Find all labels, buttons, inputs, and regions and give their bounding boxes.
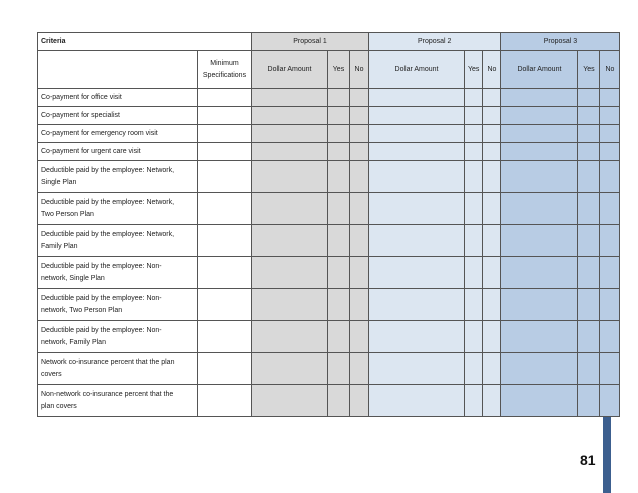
table-cell [198, 385, 252, 417]
proposal-2-header: Proposal 2 [369, 33, 501, 51]
table-cell [600, 89, 620, 107]
table-cell [369, 321, 465, 353]
table-cell [600, 289, 620, 321]
table-cell [578, 257, 600, 289]
table-cell [252, 193, 328, 225]
table-cell [501, 289, 578, 321]
table-cell [483, 385, 501, 417]
table-cell [483, 225, 501, 257]
table-cell [465, 225, 483, 257]
table-cell [465, 257, 483, 289]
table-cell [600, 125, 620, 143]
table-cell [465, 321, 483, 353]
table-cell [369, 385, 465, 417]
proposal-comparison-table [37, 32, 620, 417]
table-cell [501, 161, 578, 193]
table-cell [198, 353, 252, 385]
p1-dollar-header: Dollar Amount [252, 51, 328, 89]
table-cell [483, 89, 501, 107]
table-cell [328, 321, 350, 353]
table-cell [198, 321, 252, 353]
table-cell [600, 353, 620, 385]
table-cell [483, 143, 501, 161]
table-cell [350, 225, 369, 257]
table-row [38, 353, 620, 385]
table-cell [600, 321, 620, 353]
table-cell [252, 385, 328, 417]
table-cell [465, 125, 483, 143]
table-cell [198, 143, 252, 161]
table-row [38, 143, 620, 161]
table-cell [252, 125, 328, 143]
p2-dollar-header: Dollar Amount [369, 51, 465, 89]
table-cell [578, 143, 600, 161]
table-cell [252, 321, 328, 353]
proposal-3-header: Proposal 3 [501, 33, 620, 51]
table-cell [578, 193, 600, 225]
table-cell [369, 107, 465, 125]
criteria-label: Non-network co-insurance percent that the plan covers [38, 385, 198, 417]
table-cell [501, 143, 578, 161]
table-cell [483, 353, 501, 385]
criteria-label: Co-payment for urgent care visit [38, 143, 198, 161]
criteria-label: Deductible paid by the employee: Network, Two Person Plan [38, 193, 198, 225]
criteria-label: Network co-insurance percent that the plan covers [38, 353, 198, 385]
min-spec-header: Minimum Specifications [198, 51, 252, 89]
table-cell [483, 125, 501, 143]
table-cell [578, 225, 600, 257]
table-cell [501, 385, 578, 417]
table-row [38, 385, 620, 417]
table-cell [600, 257, 620, 289]
table-cell [252, 225, 328, 257]
table-cell [252, 289, 328, 321]
table-cell [350, 353, 369, 385]
table-cell [501, 321, 578, 353]
table-cell [600, 161, 620, 193]
table-cell [483, 257, 501, 289]
criteria-label: Deductible paid by the employee: Network, Single Plan [38, 161, 198, 193]
table-cell [252, 161, 328, 193]
table-row [38, 161, 620, 193]
criteria-label: Deductible paid by the employee: Non- network, Family Plan [38, 321, 198, 353]
table-cell [252, 143, 328, 161]
table-cell [328, 143, 350, 161]
table-cell [198, 161, 252, 193]
criteria-subheader-cell [38, 51, 198, 89]
criteria-label: Co-payment for specialist [38, 107, 198, 125]
table-cell [465, 161, 483, 193]
table-cell [600, 107, 620, 125]
p2-yes-header: Yes [465, 51, 483, 89]
table-cell [328, 161, 350, 193]
p2-no-header: No [483, 51, 501, 89]
table-cell [578, 125, 600, 143]
table-cell [501, 125, 578, 143]
table-cell [578, 161, 600, 193]
table-cell [328, 89, 350, 107]
table-cell [465, 107, 483, 125]
table-cell [350, 125, 369, 143]
table-cell [252, 257, 328, 289]
table-cell [350, 161, 369, 193]
table-cell [501, 225, 578, 257]
table-cell [600, 193, 620, 225]
table-cell [465, 193, 483, 225]
proposal-1-header: Proposal 1 [252, 33, 369, 51]
subheader-row [38, 51, 620, 89]
table-cell [501, 193, 578, 225]
table-cell [328, 353, 350, 385]
table-cell [328, 125, 350, 143]
criteria-label: Deductible paid by the employee: Network, Family Plan [38, 225, 198, 257]
table-cell [369, 289, 465, 321]
table-cell [328, 107, 350, 125]
table-cell [578, 289, 600, 321]
p1-no-header: No [350, 51, 369, 89]
p1-yes-header: Yes [328, 51, 350, 89]
table-cell [465, 353, 483, 385]
table-cell [369, 125, 465, 143]
table-cell [578, 107, 600, 125]
table-cell [369, 143, 465, 161]
table-cell [501, 107, 578, 125]
p3-dollar-header: Dollar Amount [501, 51, 578, 89]
table-row [38, 321, 620, 353]
table-cell [369, 353, 465, 385]
table-cell [350, 385, 369, 417]
table-cell [578, 89, 600, 107]
table-row [38, 107, 620, 125]
table-row [38, 257, 620, 289]
table-cell [350, 193, 369, 225]
page-number: 81 [580, 452, 596, 468]
table-cell [328, 385, 350, 417]
table-cell [350, 89, 369, 107]
table-cell [350, 289, 369, 321]
table-cell [252, 89, 328, 107]
table-cell [369, 257, 465, 289]
table-row [38, 289, 620, 321]
table-cell [252, 107, 328, 125]
table-cell [600, 143, 620, 161]
table-cell [350, 321, 369, 353]
table-cell [350, 143, 369, 161]
table-cell [369, 193, 465, 225]
table-cell [350, 257, 369, 289]
table-cell [465, 385, 483, 417]
table-cell [328, 193, 350, 225]
table-cell [501, 353, 578, 385]
table-cell [252, 353, 328, 385]
header-row [38, 33, 620, 51]
criteria-label: Deductible paid by the employee: Non- network, Two Person Plan [38, 289, 198, 321]
table-cell [198, 125, 252, 143]
table-cell [350, 107, 369, 125]
p3-yes-header: Yes [578, 51, 600, 89]
table-cell [600, 225, 620, 257]
table-cell [600, 385, 620, 417]
table-row [38, 193, 620, 225]
criteria-label: Co-payment for office visit [38, 89, 198, 107]
table-cell [578, 353, 600, 385]
table-cell [578, 321, 600, 353]
criteria-label: Deductible paid by the employee: Non- network, Single Plan [38, 257, 198, 289]
table-cell [483, 161, 501, 193]
table-cell [483, 289, 501, 321]
table-cell [198, 257, 252, 289]
table-cell [465, 143, 483, 161]
table-cell [328, 225, 350, 257]
table-cell [465, 89, 483, 107]
table-cell [369, 89, 465, 107]
table-cell [501, 89, 578, 107]
table-cell [369, 161, 465, 193]
p3-no-header: No [600, 51, 620, 89]
table-cell [369, 225, 465, 257]
criteria-label: Co-payment for emergency room visit [38, 125, 198, 143]
table-cell [198, 89, 252, 107]
criteria-header: Criteria [38, 33, 252, 51]
table-cell [198, 225, 252, 257]
table-row [38, 89, 620, 107]
table-cell [483, 321, 501, 353]
table-cell [198, 107, 252, 125]
table-row [38, 125, 620, 143]
table-cell [328, 257, 350, 289]
table-cell [483, 193, 501, 225]
table-cell [483, 107, 501, 125]
table-cell [465, 289, 483, 321]
table-cell [578, 385, 600, 417]
table-cell [328, 289, 350, 321]
table-row [38, 225, 620, 257]
table-cell [501, 257, 578, 289]
table-cell [198, 289, 252, 321]
table-cell [198, 193, 252, 225]
